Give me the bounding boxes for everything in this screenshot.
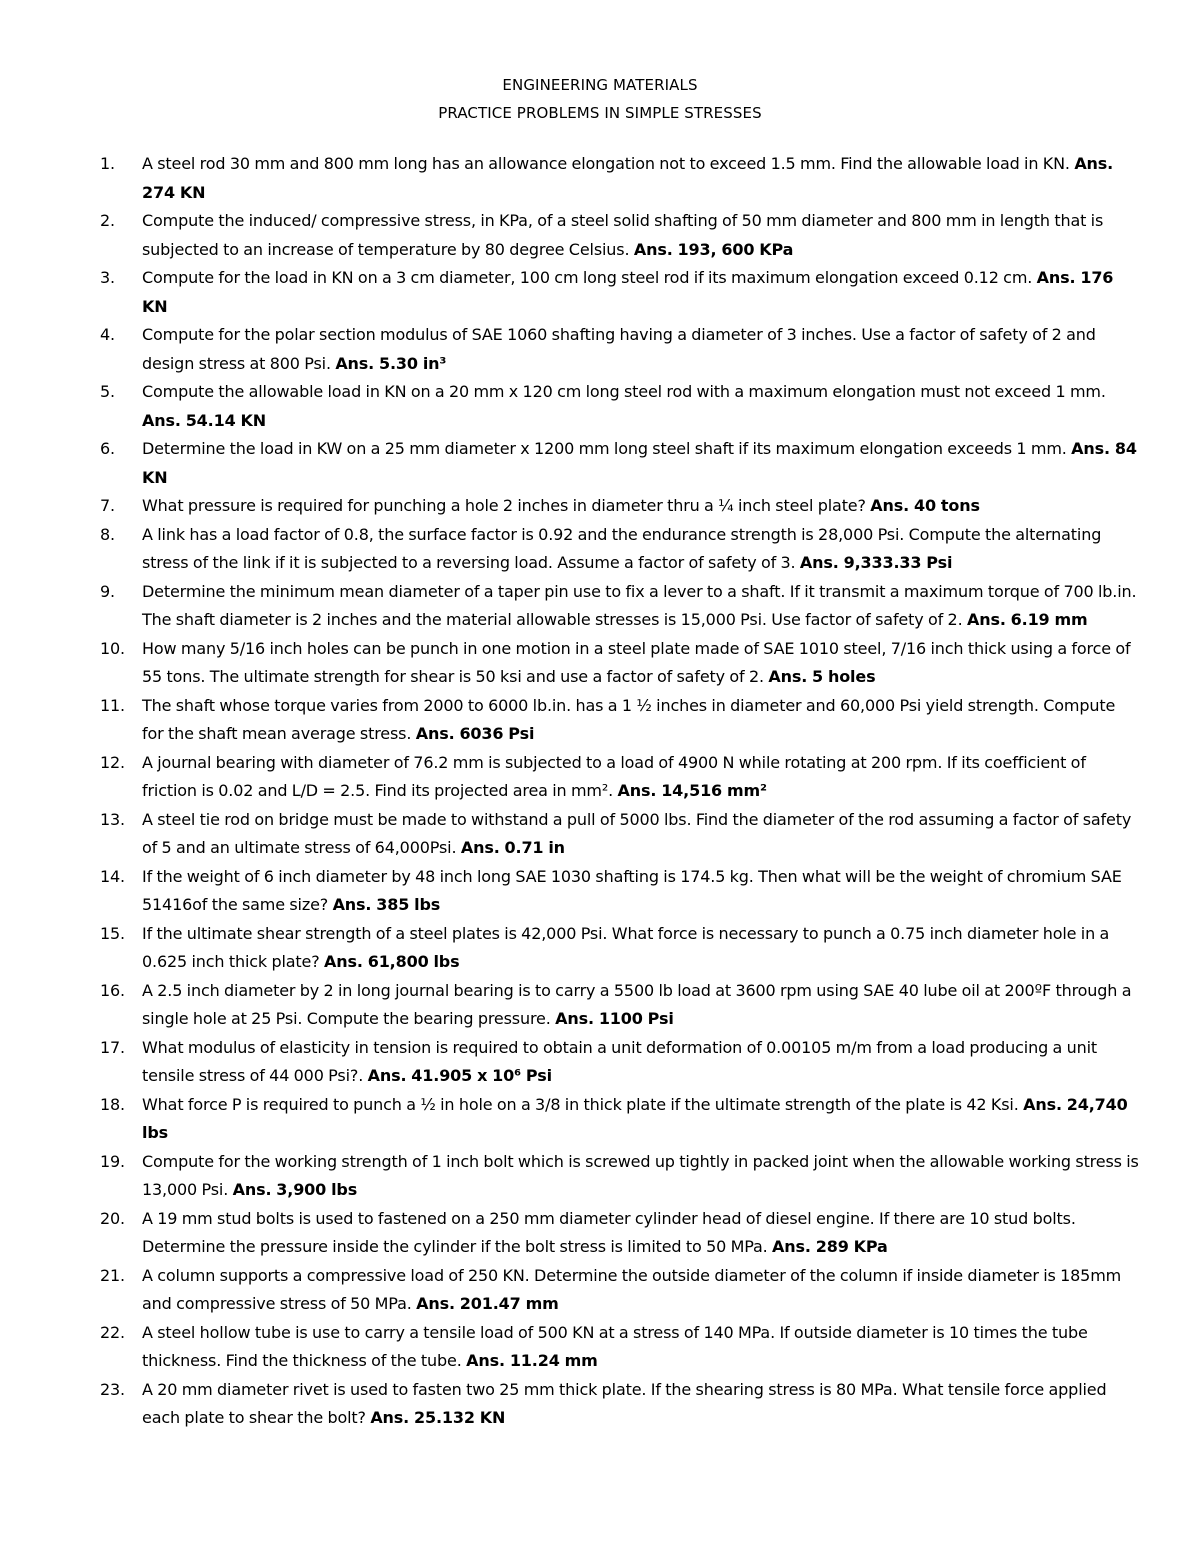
problem-answer: Ans. 25.132 KN <box>370 1408 506 1427</box>
problem-item <box>100 635 1140 692</box>
problem-answer: Ans. 193, 600 KPa <box>633 239 794 259</box>
problem-number: 9. <box>100 581 115 601</box>
problem-number: 23. <box>100 1379 125 1399</box>
problem-number: 6. <box>100 439 115 458</box>
problem-item <box>100 1376 1140 1433</box>
problem-number: 18. <box>100 1094 125 1114</box>
problem-answer: Ans. 0.71 in <box>460 838 565 857</box>
problem-answer: Ans. 24,740 lbs <box>142 1094 1128 1142</box>
problem-item <box>100 378 1140 435</box>
problem-question: Compute the allowable load in KN on a 20 mm x 120 cm long steel rod with a maximum elongation must not exceed 1 mm. <box>142 382 1106 401</box>
problem-number: 13. <box>100 809 125 829</box>
problem-item <box>100 1148 1140 1205</box>
problem-item <box>100 1091 1140 1148</box>
problem-question: The shaft whose torque varies from 2000 to 6000 lb.in. has a 1 ½ inches in diameter and 60,000 Psi yield strength. Compute for the shaft mean average stress. <box>142 695 1116 743</box>
problem-answer: Ans. 11.24 mm <box>466 1351 598 1370</box>
problem-question: A link has a load factor of 0.8, the surface factor is 0.92 and the endurance strength is 28,000 Psi. Compute the alternating stress of the link if it is subjected to a reversing load. Assume a factor of safety of 3. <box>142 524 1102 572</box>
problem-item <box>100 692 1140 749</box>
problem-number: 14. <box>100 866 125 886</box>
problem-answer: Ans. 54.14 KN <box>142 410 266 430</box>
problem-question: If the ultimate shear strength of a steel plates is 42,000 Psi. What force is necessary to punch a 0.75 inch diameter hole in a 0.625 inch thick plate? <box>142 923 1110 971</box>
problem-answer: Ans. 9,333.33 Psi <box>799 553 953 572</box>
problem-answer: Ans. 274 KN <box>142 154 1114 202</box>
problem-answer: Ans. 3,900 lbs <box>232 1180 358 1199</box>
problem-item <box>100 321 1140 378</box>
problem-answer: Ans. 6036 Psi <box>415 724 535 743</box>
problem-answer: Ans. 201.47 mm <box>416 1294 559 1313</box>
problem-question: A steel hollow tube is use to carry a tensile load of 500 KN at a stress of 140 MPa. If outside diameter is 10 times the tube thickness. Find the thickness of the tube. <box>142 1322 1088 1370</box>
problem-question: How many 5/16 inch holes can be punch in one motion in a steel plate made of SAE 1010 steel, 7/16 inch thick using a force of 55 tons. The ultimate strength for shear is 50 ksi and use a factor of safety of 2. <box>142 638 1131 686</box>
problem-answer: Ans. 1100 Psi <box>555 1009 674 1028</box>
problem-item <box>100 521 1140 578</box>
problem-number: 19. <box>100 1151 125 1171</box>
problem-question: A steel rod 30 mm and 800 mm long has an allowance elongation not to exceed 1.5 mm. Find the allowable load in KN. <box>142 154 1070 173</box>
problem-item <box>100 578 1140 635</box>
problem-number: 15. <box>100 923 125 943</box>
problem-number: 5. <box>100 382 115 401</box>
problem-number: 11. <box>100 695 125 715</box>
problem-answer: Ans. 14,516 mm² <box>617 781 767 800</box>
problem-question: Compute the induced/ compressive stress, in KPa, of a steel solid shafting of 50 mm diameter and 800 mm in length that is subjected to an increase of temperature by 80 degree Celsius. <box>142 211 1104 259</box>
problem-question: What modulus of elasticity in tension is required to obtain a unit deformation of 0.00105 m/m from a load producing a unit tensile stress of 44 000 Psi?. <box>142 1037 1097 1085</box>
problem-question: Compute for the load in KN on a 3 cm diameter, 100 cm long steel rod if its maximum elongation exceed 0.12 cm. <box>142 268 1033 287</box>
problem-question: What pressure is required for punching a hole 2 inches in diameter thru a ¼ inch steel plate? <box>142 496 866 515</box>
problem-number: 3. <box>100 268 115 287</box>
problem-number: 8. <box>100 524 115 544</box>
problem-number: 10. <box>100 638 125 658</box>
problem-item <box>100 977 1140 1034</box>
document-title: ENGINEERING MATERIALS <box>502 76 698 94</box>
problem-number: 7. <box>100 496 115 515</box>
problem-answer: Ans. 6.19 mm <box>966 610 1088 629</box>
problem-answer: Ans. 5.30 in³ <box>335 353 447 373</box>
problem-question: If the weight of 6 inch diameter by 48 inch long SAE 1030 shafting is 174.5 kg. Then what will be the weight of chromium SAE 51416of the same size? <box>142 866 1122 914</box>
problem-answer: Ans. 40 tons <box>870 496 980 515</box>
problem-question: What force P is required to punch a ½ in hole on a 3/8 in thick plate if the ultimate strength of the plate is 42 Ksi. <box>142 1094 1019 1114</box>
problem-number: 20. <box>100 1208 125 1228</box>
problem-item <box>100 806 1140 863</box>
problem-number: 4. <box>100 325 115 344</box>
problem-question: A steel tie rod on bridge must be made to withstand a pull of 5000 lbs. Find the diameter of the rod assuming a factor of safety of 5 and an ultimate stress of 64,000Psi. <box>142 809 1132 857</box>
problem-question: A column supports a compressive load of 250 KN. Determine the outside diameter of the column if inside diameter is 185mm and compressive stress of 50 MPa. <box>142 1265 1122 1313</box>
problem-number: 12. <box>100 752 125 772</box>
problem-list <box>100 150 1140 1433</box>
problem-answer: Ans. 385 lbs <box>332 895 441 914</box>
problem-question: A journal bearing with diameter of 76.2 mm is subjected to a load of 4900 N while rotating at 200 rpm. If its coefficient of friction is 0.02 and L/D = 2.5. Find its projected area in mm². <box>142 752 1086 800</box>
problem-number: 17. <box>100 1037 125 1057</box>
problem-number: 21. <box>100 1265 125 1285</box>
problem-item <box>100 749 1140 806</box>
problem-question: A 2.5 inch diameter by 2 in long journal bearing is to carry a 5500 lb load at 3600 rpm using SAE 40 lube oil at 200ºF through a single hole at 25 Psi. Compute the bearing pressure. <box>142 980 1132 1028</box>
problem-item <box>100 863 1140 920</box>
problem-question: Determine the minimum mean diameter of a taper pin use to fix a lever to a shaft. If it transmit a maximum torque of 700 lb.in. The shaft diameter is 2 inches and the material allowable stresses is 15,000 Psi. Use factor of safety of 2. <box>142 581 1137 629</box>
problem-item <box>100 207 1140 264</box>
problem-answer: Ans. 61,800 lbs <box>324 952 460 971</box>
problem-question: Compute for the working strength of 1 inch bolt which is screwed up tightly in packed joint when the allowable working stress is 13,000 Psi. <box>142 1151 1139 1199</box>
problem-question: A 19 mm stud bolts is used to fastened on a 250 mm diameter cylinder head of diesel engine. If there are 10 stud bolts. Determine the pressure inside the cylinder if the bolt stress is limited to 50 MPa. <box>142 1208 1076 1256</box>
problem-answer: Ans. 84 KN <box>142 439 1137 487</box>
problem-answer: Ans. 176 KN <box>142 268 1114 316</box>
problem-question: Compute for the polar section modulus of SAE 1060 shafting having a diameter of 3 inches. Use a factor of safety of 2 and design stress at 800 Psi. <box>142 325 1096 373</box>
problem-number: 2. <box>100 211 115 230</box>
problem-question: Determine the load in KW on a 25 mm diameter x 1200 mm long steel shaft if its maximum elongation exceeds 1 mm. <box>142 439 1067 458</box>
problem-item <box>100 150 1140 207</box>
problem-item <box>100 435 1140 492</box>
document-subtitle: PRACTICE PROBLEMS IN SIMPLE STRESSES <box>438 104 762 122</box>
problem-item <box>100 1205 1140 1262</box>
problem-item <box>100 264 1140 321</box>
problem-item <box>100 492 1140 521</box>
problem-item <box>100 920 1140 977</box>
problem-number: 1. <box>100 154 115 173</box>
problem-item <box>100 1262 1140 1319</box>
problem-number: 16. <box>100 980 125 1000</box>
problem-answer: Ans. 289 KPa <box>772 1237 888 1256</box>
problem-question: A 20 mm diameter rivet is used to fasten two 25 mm thick plate. If the shearing stress is 80 MPa. What tensile force applied each plate to shear the bolt? <box>142 1379 1107 1427</box>
problem-answer: Ans. 41.905 x 10⁶ Psi <box>367 1066 552 1085</box>
problem-item <box>100 1034 1140 1091</box>
problem-item <box>100 1319 1140 1376</box>
problem-number: 22. <box>100 1322 125 1342</box>
problem-answer: Ans. 5 holes <box>768 667 876 686</box>
